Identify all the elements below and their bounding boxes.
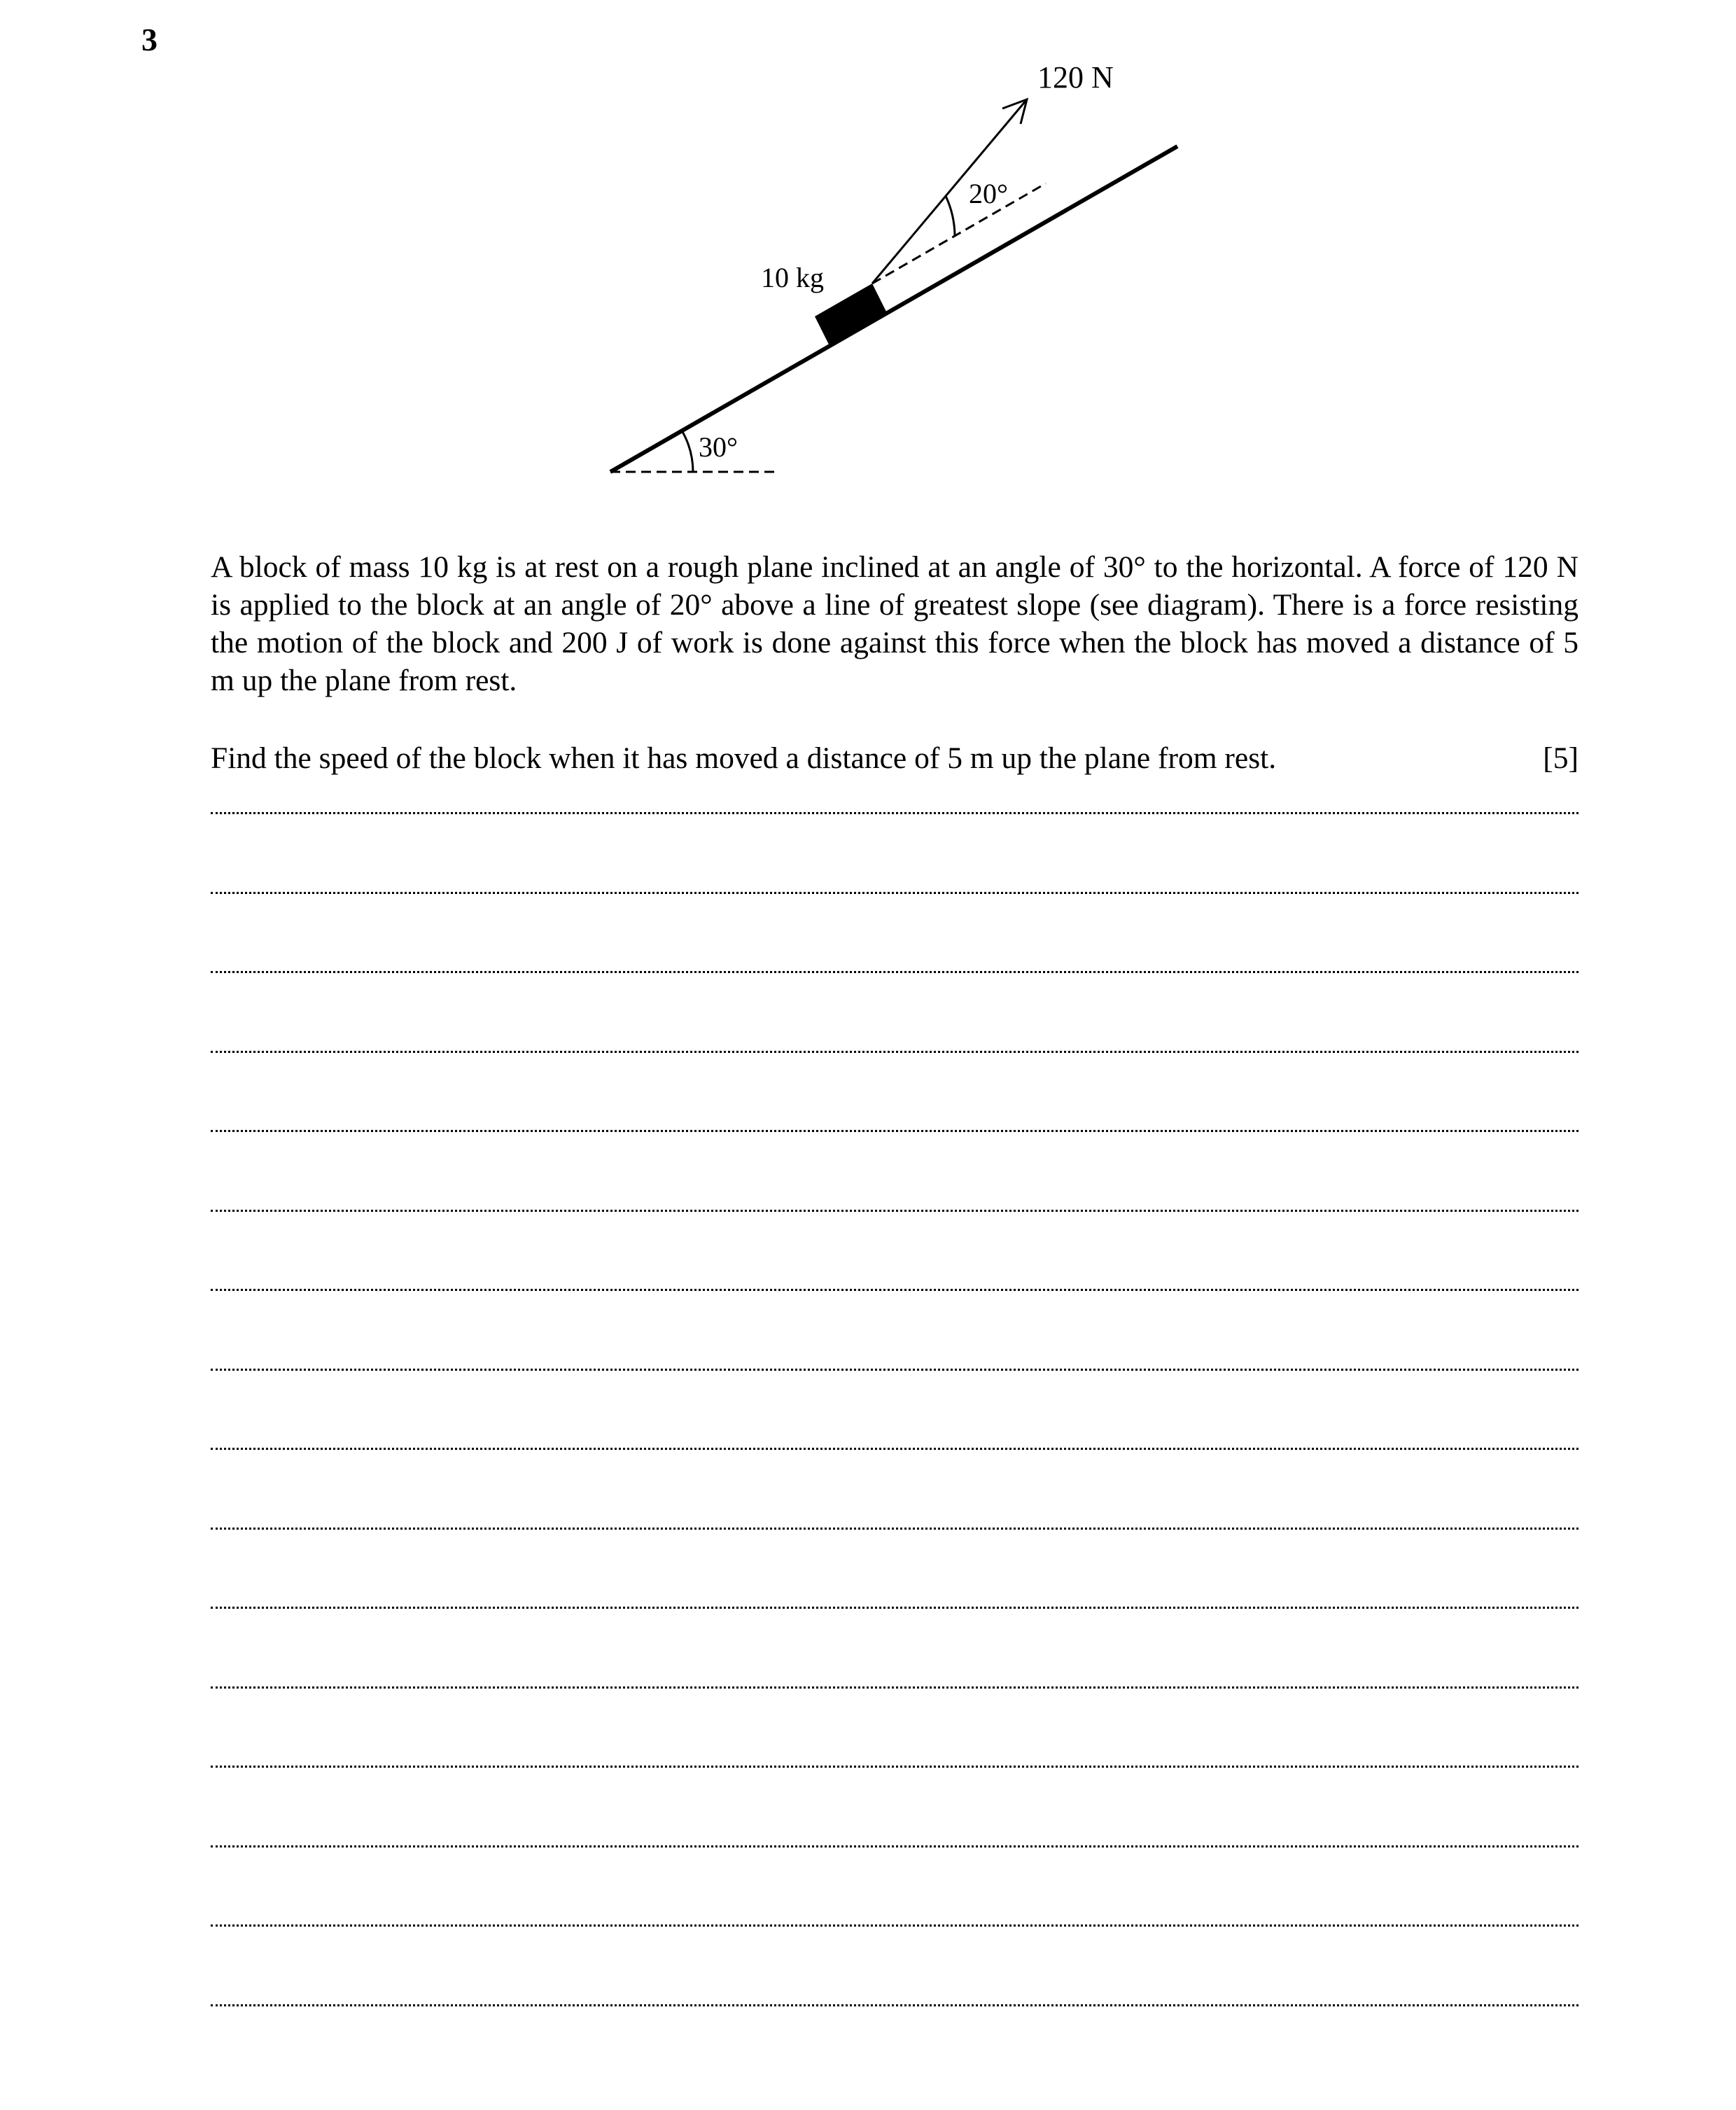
answer-line[interactable] bbox=[211, 812, 1578, 814]
incline-angle-arc bbox=[682, 431, 693, 472]
force-angle-label: 20° bbox=[969, 178, 1008, 209]
marks-label: [5] bbox=[1543, 741, 1578, 775]
answer-line[interactable] bbox=[211, 1369, 1578, 1371]
answer-line[interactable] bbox=[211, 1289, 1578, 1291]
mass-label: 10 kg bbox=[761, 262, 824, 293]
answer-line[interactable] bbox=[211, 1210, 1578, 1212]
answer-line[interactable] bbox=[211, 1845, 1578, 1847]
instruction-row bbox=[211, 739, 1578, 777]
incline-angle-label: 30° bbox=[699, 431, 738, 463]
question-paragraph: A block of mass 10 kg is at rest on a rough plane inclined at an angle of 30° to the horizontal. A force of 120 N is applied to the block at an angle of 20° above a line of greatest slope (see diagram). There is a force resisting the motion of the block and 200 J of work is done against this force when the block has moved a distance of 5 m up the plane from rest. bbox=[211, 550, 1578, 697]
answer-line[interactable] bbox=[211, 1766, 1578, 1768]
answer-line[interactable] bbox=[211, 1130, 1578, 1132]
answer-line[interactable] bbox=[211, 1686, 1578, 1689]
answer-line[interactable] bbox=[211, 1528, 1578, 1530]
answer-area[interactable] bbox=[211, 812, 1578, 2072]
answer-line[interactable] bbox=[211, 1051, 1578, 1053]
answer-line[interactable] bbox=[211, 892, 1578, 894]
inclined-plane-line bbox=[610, 146, 1177, 472]
force-label: 120 N bbox=[1037, 60, 1114, 95]
answer-line[interactable] bbox=[211, 971, 1578, 973]
answer-line[interactable] bbox=[211, 2004, 1578, 2006]
answer-line[interactable] bbox=[211, 1924, 1578, 1927]
line-of-greatest-slope bbox=[872, 183, 1046, 284]
answer-line[interactable] bbox=[211, 1448, 1578, 1450]
instruction-text: Find the speed of the block when it has moved a distance of 5 m up the plane from rest. bbox=[211, 741, 1277, 775]
inclined-plane-diagram bbox=[0, 0, 1736, 532]
force-angle-arc bbox=[946, 196, 955, 236]
answer-line[interactable] bbox=[211, 1607, 1578, 1609]
question-number: 3 bbox=[141, 22, 158, 57]
